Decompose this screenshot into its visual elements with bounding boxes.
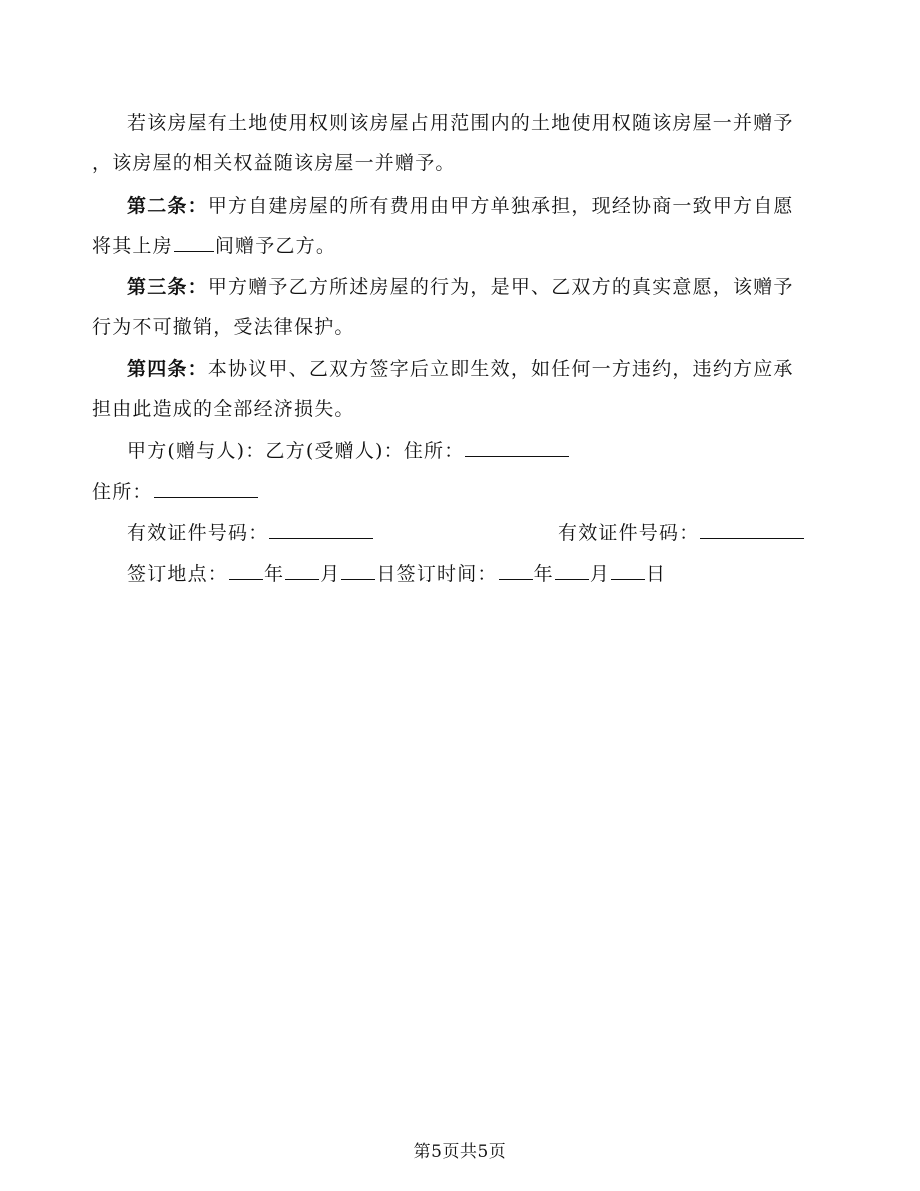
sign-time-month-blank [555, 562, 589, 580]
donor-address-blank [465, 439, 569, 457]
article-two-cont-post: 间赠予乙方。 [214, 235, 337, 257]
day-label: 日 [646, 563, 667, 585]
sign-time-year-blank [499, 562, 533, 580]
address-line [92, 480, 259, 504]
room-count-blank [174, 234, 214, 252]
article-two-continued [92, 234, 336, 258]
paragraph-related-rights [92, 151, 456, 175]
sign-place-label: 签订地点： [127, 563, 229, 585]
article-three-continued [92, 315, 355, 339]
article-two-text: 甲方自建房屋的所有费用由甲方单独承担，现经协商一致甲方自愿 [207, 195, 794, 217]
article-three-label: 第三条： [127, 276, 208, 298]
id-number-right [558, 521, 805, 545]
id-number-left-blank [269, 521, 373, 539]
article-three-text: 甲方赠予乙方所述房屋的行为，是甲、乙双方的真实意愿，该赠予 [207, 276, 794, 298]
month-label: 月 [320, 563, 341, 585]
sign-time-day-blank [611, 562, 645, 580]
id-number-right-blank [700, 521, 804, 539]
paragraph-text: ，该房屋的相关权益随该房屋一并赠予。 [92, 152, 456, 174]
parties-line [127, 439, 570, 463]
id-number-right-label: 有效证件号码： [558, 522, 700, 544]
article-four-continued [92, 397, 355, 421]
sign-place-day-blank [341, 562, 375, 580]
article-four [127, 357, 794, 381]
article-two [127, 194, 794, 218]
sign-place-year-blank [229, 562, 263, 580]
sign-place-month-blank [285, 562, 319, 580]
donee-address-blank [154, 480, 258, 498]
id-number-left-label: 有效证件号码： [127, 522, 269, 544]
article-four-cont: 担由此造成的全部经济损失。 [92, 398, 355, 420]
paragraph-text: 若该房屋有土地使用权则该房屋占用范围内的土地使用权随该房屋一并赠予 [127, 112, 794, 134]
article-three-cont: 行为不可撤销，受法律保护。 [92, 316, 355, 338]
article-two-cont-pre: 将其上房 [92, 235, 173, 257]
article-three [127, 275, 794, 299]
month-label: 月 [589, 563, 611, 585]
page-footer: 第5页共5页 [413, 1142, 507, 1162]
article-two-label: 第二条： [127, 195, 208, 217]
article-four-label: 第四条： [127, 358, 208, 380]
id-number-left [127, 521, 374, 545]
sign-time-label: 签订时间： [396, 563, 498, 585]
signing-line [127, 562, 666, 586]
parties-text: 甲方(赠与人)：乙方(受赠人)：住所： [127, 440, 465, 462]
day-label: 日 [376, 563, 397, 585]
article-four-text: 本协议甲、乙双方签字后立即生效，如任何一方违约，违约方应承 [207, 358, 794, 380]
year-label: 年 [533, 563, 554, 585]
paragraph-land-use-right [127, 111, 794, 135]
year-label: 年 [264, 563, 285, 585]
address-label: 住所： [92, 481, 153, 503]
